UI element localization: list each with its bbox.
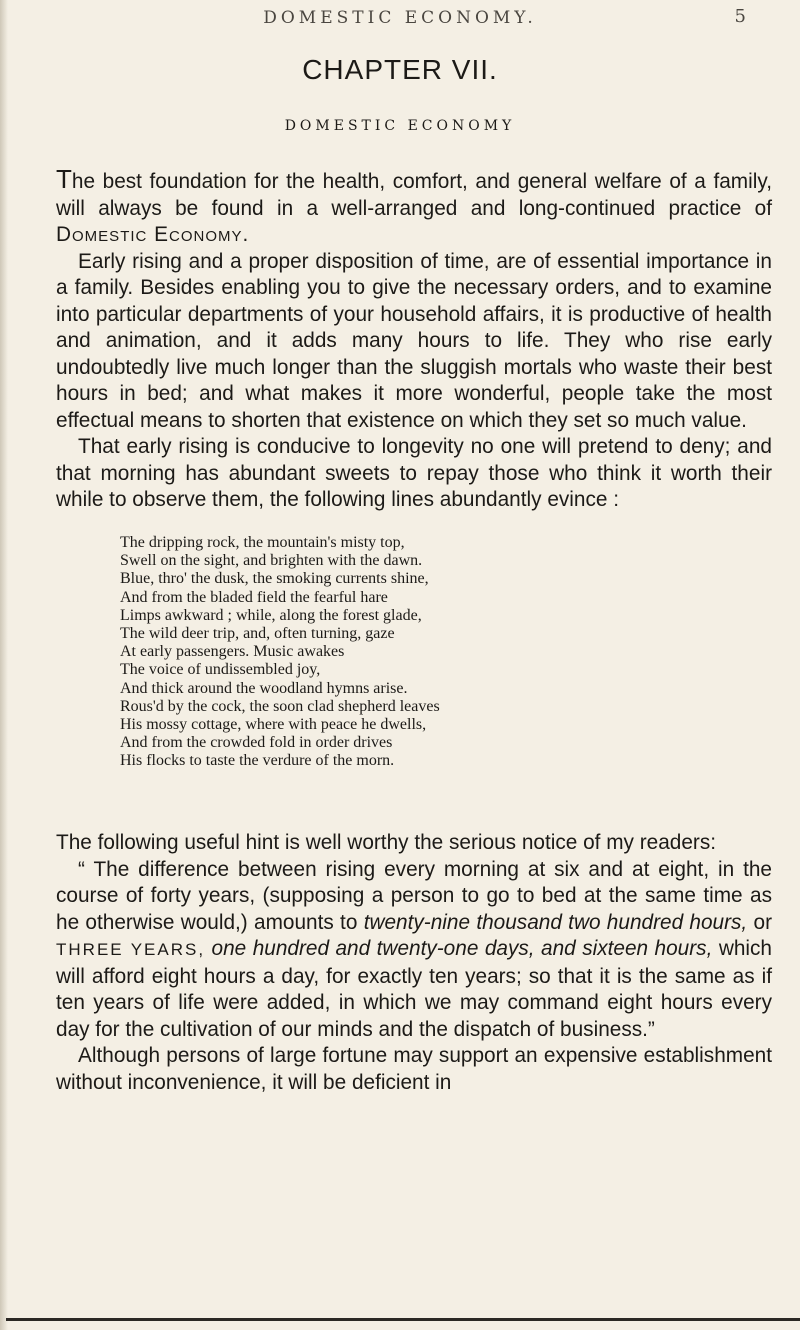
body-text-upper <box>56 166 772 514</box>
quote-italic-days: one hundred and twenty-one days, <box>211 937 535 960</box>
poem-line: His flocks to taste the verdure of the morn. <box>120 752 395 770</box>
paragraph-longevity: That early rising is conducive to longevity no one will pretend to deny; and that morning has abundant sweets to repay those who think it worth their while to observe them, the following lines abundantly evince : <box>56 435 772 511</box>
quote-italic-and: and <box>534 937 583 960</box>
opening-text: he best foundation for the health, comfort, and general welfare of a family, will always be found in a well-arranged and long-continued practice of <box>56 170 772 220</box>
quote-part-a: “ The difference between rising every morning at six and at eight, in the course of forty years, (supposing a person to go to bed at the same time as he otherwise would,) amounts to <box>56 857 772 934</box>
poem-line: Swell on the sight, and brighten with the dawn. <box>120 552 423 570</box>
quote-italic-hours: twenty-nine thousand two hundred hours, <box>363 910 748 934</box>
paragraph-quotation <box>56 857 772 1044</box>
poem-line: Rous'd by the cock, the soon clad shepherd leaves <box>120 697 440 715</box>
page-gutter-shadow <box>0 0 8 1330</box>
running-head: DOMESTIC ECONOMY. <box>263 8 537 28</box>
poem-line: And from the bladed field the fearful hare <box>120 588 388 606</box>
poem-line: Limps awkward ; while, along the forest glade, <box>120 606 422 624</box>
section-title: DOMESTIC ECONOMY <box>284 118 516 134</box>
chapter-title: CHAPTER VII. <box>302 54 498 85</box>
drop-cap: T <box>56 164 72 194</box>
poem-line: And from the crowded fold in order drives <box>120 734 393 752</box>
poem-line: The dripping rock, the mountain's misty top, <box>120 534 405 551</box>
poem-line: His mossy cottage, where with peace he dwells, <box>120 716 427 734</box>
quote-part-h: which will afford eight hours a day, for exactly ten years; so that it is the same as if ten years of life were added, in which we may command eight hours every day for the cultivation of our minds and the dispatch of business.” <box>56 937 772 1041</box>
poem-line: The voice of undissembled joy, <box>120 661 321 679</box>
paragraph-early-rising: Early rising and a proper disposition of time, are of essential importance in a family. Besides enabling you to give the necessary orders, and to examine into particular departments of your household affairs, it is productive of health and animation, and it adds many hours to life. They who rise early undoubtedly live much longer than the sluggish mortals who waste their best hours in bed; and what makes it more wonderful, people take the most effectual means to shorten that existence on which they set so much value. <box>56 249 772 432</box>
paragraph-useful-hint: The following useful hint is well worthy the serious notice of my readers: <box>56 831 717 854</box>
poem-line: At early passengers. Music awakes <box>120 643 345 661</box>
quote-part-c: or <box>747 910 772 934</box>
body-text-lower <box>56 830 772 1096</box>
poem-line: The wild deer trip, and, often turning, gaze <box>120 625 395 643</box>
quote-three-years: THREE YEARS, <box>56 940 206 959</box>
poem-line: And thick around the woodland hymns arise. <box>120 679 408 697</box>
paragraph-opening <box>56 166 772 249</box>
bottom-rule <box>6 1318 800 1321</box>
poem <box>120 534 440 771</box>
domestic-economy-smallcaps: Domestic Economy. <box>56 223 250 246</box>
page-number: 5 <box>734 6 746 27</box>
quote-italic-sixteen: sixteen hours, <box>582 937 713 960</box>
poem-line: Blue, thro' the dusk, the smoking currents shine, <box>120 570 429 588</box>
paragraph-fortune: Although persons of large fortune may support an expensive establishment without inconvenience, it will be deficient in <box>56 1044 772 1094</box>
